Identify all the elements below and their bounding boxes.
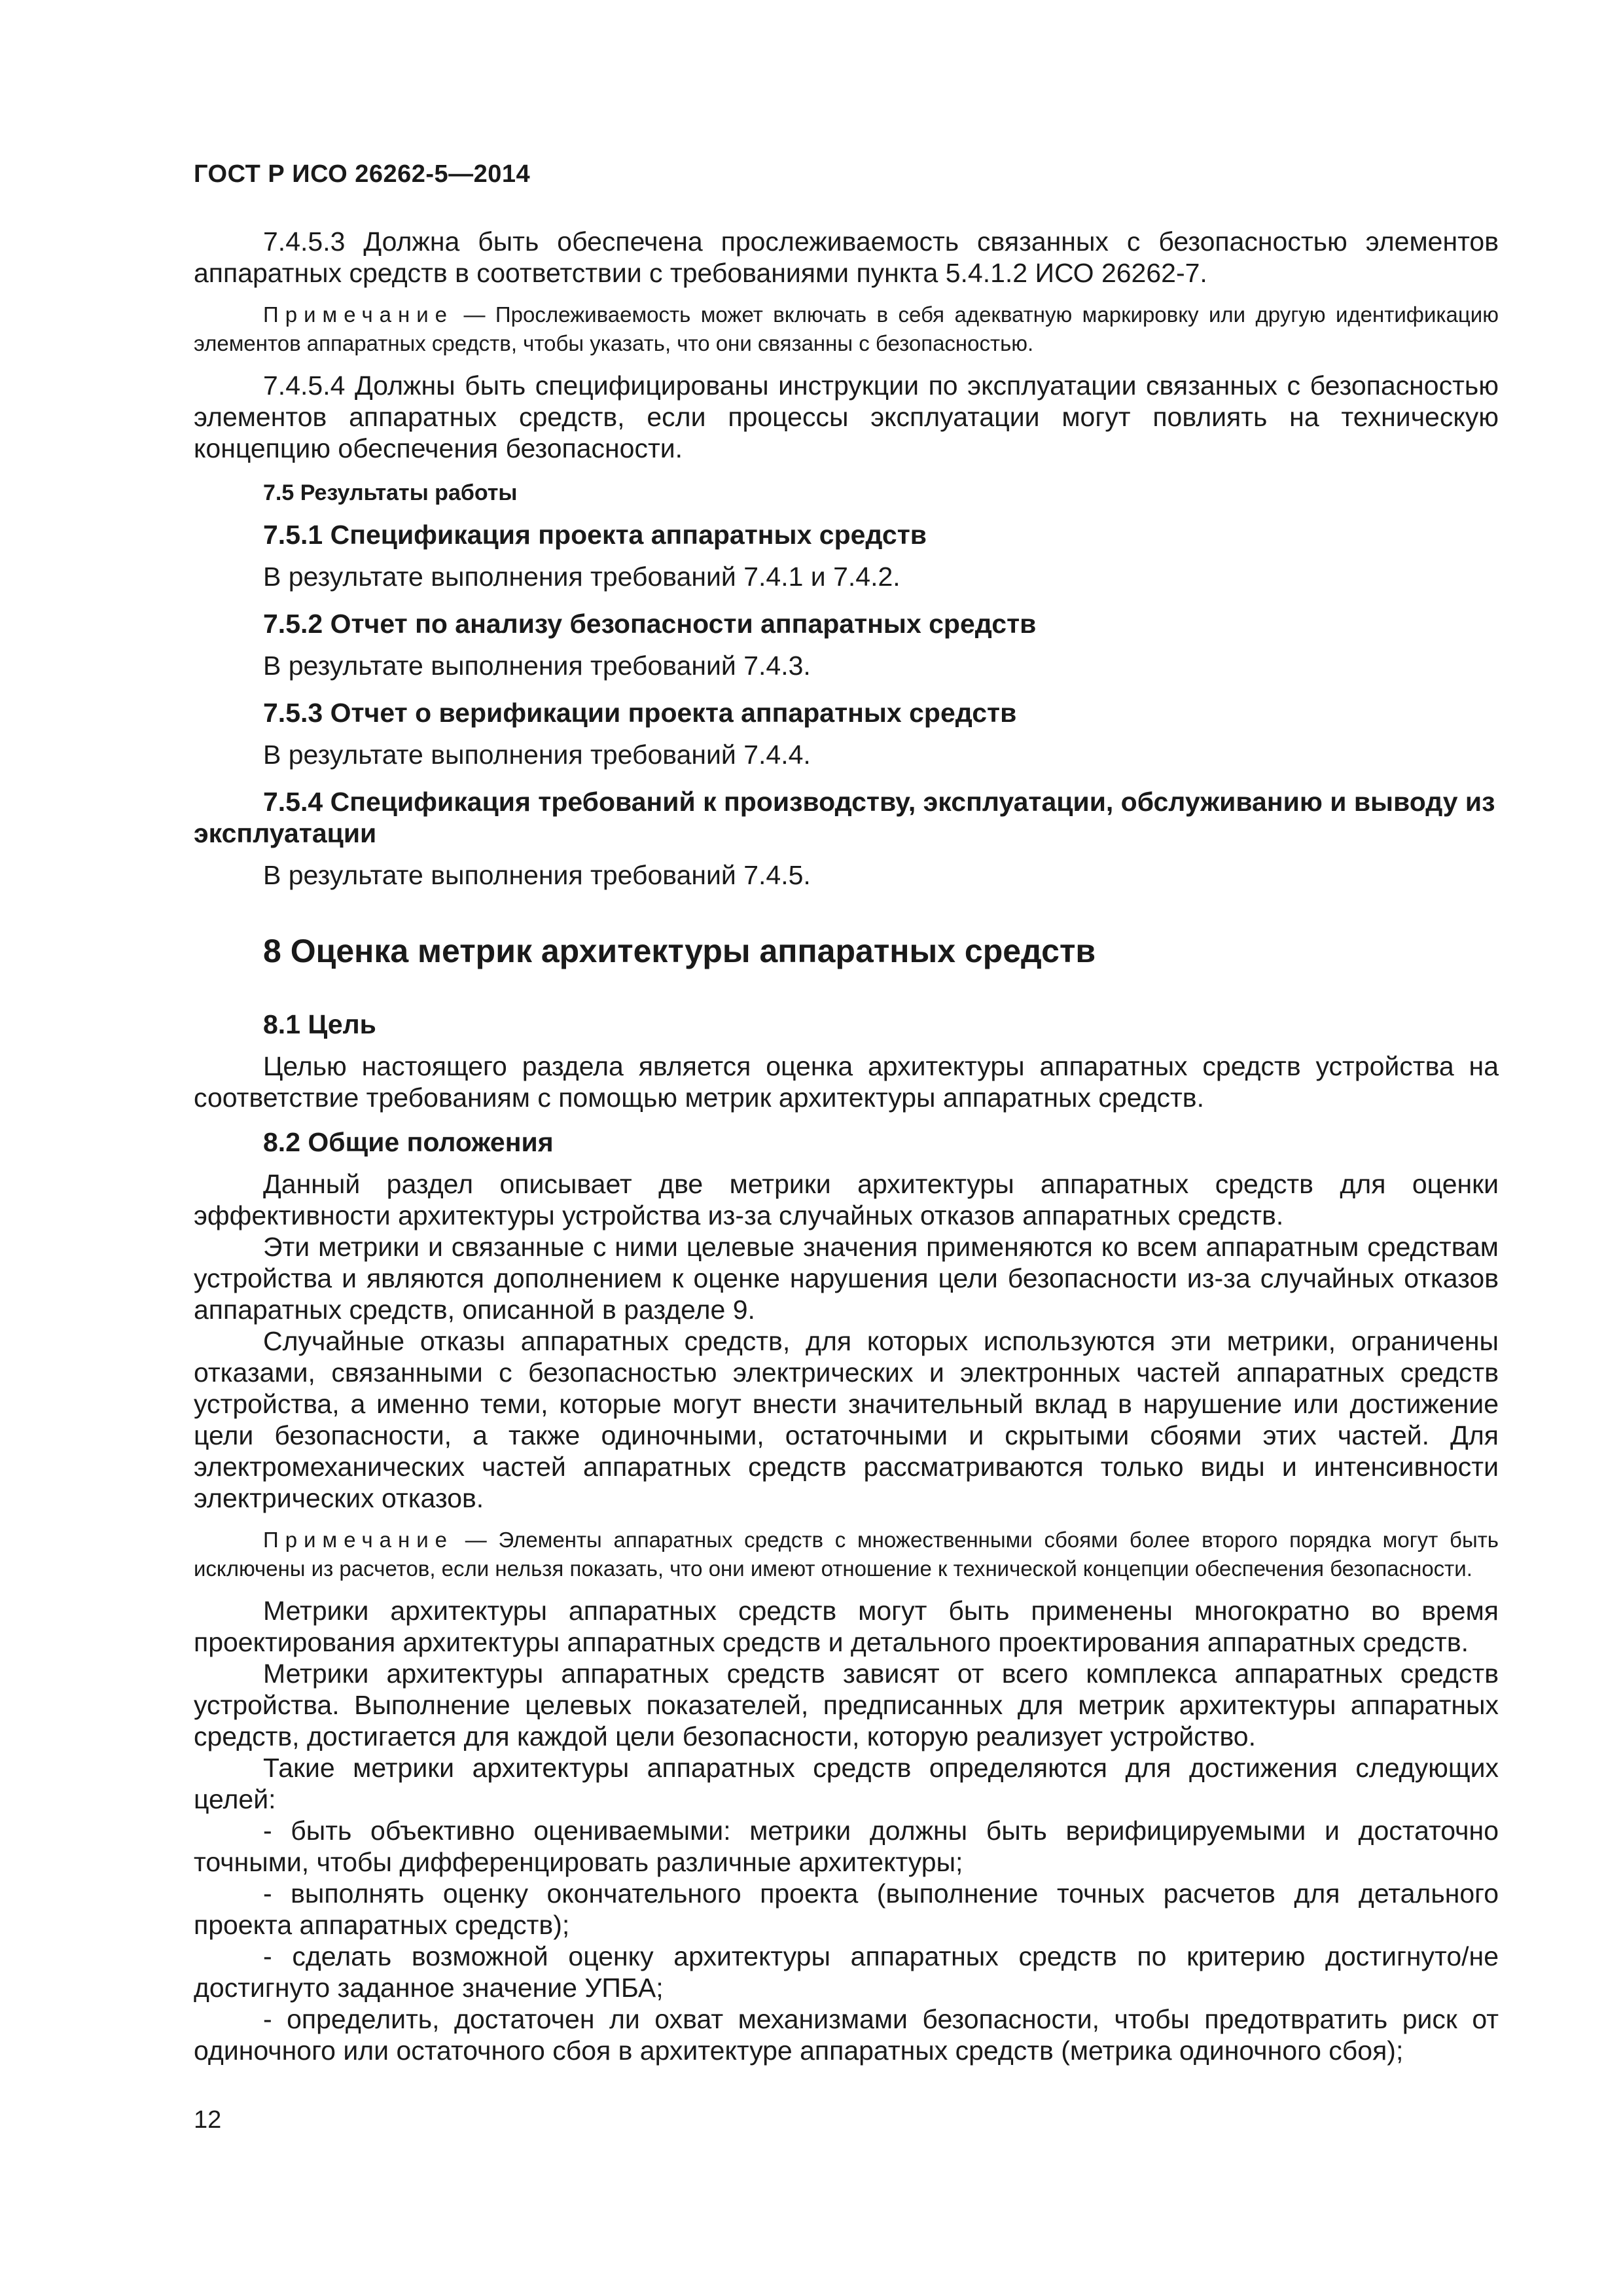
list-item: - выполнять оценку окончательного проекта (выполнение точных расчетов для детального проекта аппаратных средств); <box>194 1878 1499 1940</box>
page-content <box>194 226 1499 2066</box>
paragraph: Такие метрики архитектуры аппаратных средств определяются для достижения следующих целей: <box>194 1753 1499 1814</box>
list-item: - определить, достаточен ли охват механизмами безопасности, чтобы предотвратить риск от одиночного или остаточного сбоя в архитектуре аппаратных средств (метрика одиночного сбоя); <box>194 2004 1499 2066</box>
note-text: — Прослеживаемость может включать в себя адекватную маркировку или другую идентификацию элементов аппаратных средств, чтобы указать, что они связанны с безопасностью. <box>194 302 1499 355</box>
paragraph: Целью настоящего раздела является оценка архитектуры аппаратных средств устройства на соответствие требованиям с помощью метрик архитектуры аппаратных средств. <box>194 1051 1499 1113</box>
paragraph: В результате выполнения требований 7.4.4. <box>263 740 811 770</box>
subsection-heading-7-5-3: 7.5.3 Отчет о верификации проекта аппаратных средств <box>263 698 1017 728</box>
note <box>194 1526 1499 1583</box>
page-number: 12 <box>194 2106 222 2134</box>
document-header: ГОСТ Р ИСО 26262-5—2014 <box>194 160 531 188</box>
paragraph: Эти метрики и связанные с ними целевые значения применяются ко всем аппаратным средствам устройства и являются дополнением к оценке нарушения цели безопасности из-за случайных отказов аппаратных средств, описанной в разделе 9. <box>194 1232 1499 1325</box>
paragraph: В результате выполнения требований 7.4.3. <box>263 651 811 681</box>
list-item: - сделать возможной оценку архитектуры аппаратных средств по критерию достигнуто/не достигнуто заданное значение УПБА; <box>194 1941 1499 2003</box>
list-item: - быть объективно оцениваемыми: метрики должны быть верифицируемыми и достаточно точными, чтобы дифференцировать различные архитектуры; <box>194 1816 1499 1877</box>
note-text: — Элементы аппаратных средств с множественными сбоями более второго порядка могут быть исключены из расчетов, если нельзя показать, что они имеют отношение к технической концепции обеспечения безопасности. <box>194 1528 1499 1581</box>
paragraph: В результате выполнения требований 7.4.5. <box>263 860 811 890</box>
subsection-heading-7-5-4: 7.5.4 Спецификация требований к производству, эксплуатации, обслуживанию и выводу из эксплуатации <box>194 787 1495 848</box>
subsection-heading-7-5-2: 7.5.2 Отчет по анализу безопасности аппаратных средств <box>263 609 1037 639</box>
subsection-heading-7-5-1: 7.5.1 Спецификация проекта аппаратных средств <box>263 520 927 550</box>
paragraph: Случайные отказы аппаратных средств, для которых используются эти метрики, ограничены отказами, связанными с безопасностью электрических и электронных частей аппаратных средств устройства, а именно теми, которые могут внести значительный вклад в нарушение или достижение цели безопасности, а также одиночными, остаточными и скрытыми сбоями этих частей. Для электромеханических частей аппаратных средств рассматриваются только виды и интенсивности электрических отказов. <box>194 1326 1499 1513</box>
paragraph: Метрики архитектуры аппаратных средств могут быть применены многократно во время проектирования архитектуры аппаратных средств и детального проектирования аппаратных средств. <box>194 1596 1499 1657</box>
section-heading-8-2: 8.2 Общие положения <box>263 1127 554 1157</box>
section-heading-8-1: 8.1 Цель <box>263 1009 376 1039</box>
paragraph: 7.4.5.3 Должна быть обеспечена прослеживаемость связанных с безопасностью элементов аппаратных средств в соответствии с требованиями пункта 5.4.1.2 ИСО 26262-7. <box>194 226 1499 288</box>
paragraph: Метрики архитектуры аппаратных средств зависят от всего комплекса аппаратных средств устройства. Выполнение целевых показателей, предписанных для метрик архитектуры аппаратных средств, достигается для каждой цели безопасности, которую реализует устройство. <box>194 1659 1499 1751</box>
note-label: Примечание <box>263 1528 454 1552</box>
chapter-heading-8: 8 Оценка метрик архитектуры аппаратных средств <box>263 933 1096 969</box>
paragraph: Данный раздел описывает две метрики архитектуры аппаратных средств для оценки эффективности архитектуры устройства из-за случайных отказов аппаратных средств. <box>194 1169 1499 1230</box>
paragraph: 7.4.5.4 Должны быть специфицированы инструкции по эксплуатации связанных с безопасностью элементов аппаратных средств, если процессы эксплуатации могут повлиять на техническую концепцию обеспечения безопасности. <box>194 370 1499 463</box>
note-label: Примечание <box>263 302 454 327</box>
note <box>194 300 1499 358</box>
section-heading-7-5: 7.5 Результаты работы <box>263 480 518 505</box>
paragraph: В результате выполнения требований 7.4.1 и 7.4.2. <box>263 562 901 592</box>
